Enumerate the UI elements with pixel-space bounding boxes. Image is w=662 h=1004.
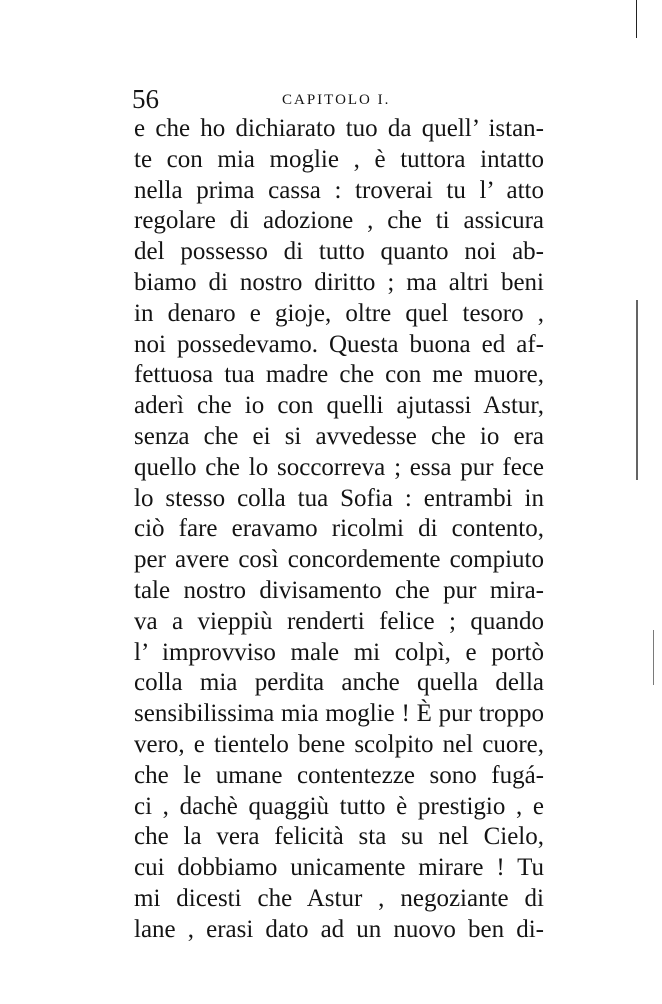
text-line: che le umane contentezze sono fugá- (134, 761, 544, 789)
page-header (132, 84, 542, 114)
text-line: lo stesso colla tua Sofia : entrambi in (134, 484, 544, 512)
text-line: per avere così concordemente compiuto (134, 546, 544, 574)
text-line: colla mia perdita anche quella della (134, 669, 544, 697)
page-edge-mark-middle (636, 300, 638, 480)
text-line: fettuosa tua madre che con me muore, (134, 361, 544, 389)
text-line: regolare di adozione , che ti assicura (134, 207, 544, 235)
body-text (134, 114, 544, 946)
text-line: tale nostro divisamento che pur mira- (134, 576, 544, 604)
text-line: lane , erasi dato ad un nuovo ben di- (134, 915, 544, 943)
running-head: CAPITOLO I. (282, 92, 391, 108)
text-line: te con mia moglie , è tuttora intatto (134, 145, 544, 173)
text-line: aderì che io con quelli ajutassi Astur, (134, 392, 544, 420)
text-line: ci , dachè quaggiù tutto è prestigio , e (134, 792, 544, 820)
text-line: nella prima cassa : troverai tu l’ atto (134, 176, 544, 204)
text-line: quello che lo soccorreva ; essa pur fece (134, 453, 544, 481)
page-edge-mark-top (636, 0, 637, 38)
text-line: sensibilissima mia moglie ! È pur troppo (134, 700, 544, 728)
text-line: va a vieppiù renderti felice ; quando (134, 607, 544, 635)
text-line: del possesso di tutto quanto noi ab- (134, 238, 544, 266)
text-line: vero, e tientelo bene scolpito nel cuore, (134, 730, 544, 758)
page-edge-mark-lower (653, 630, 654, 685)
text-line: l’ improvviso male mi colpì, e portò (134, 638, 544, 666)
text-line: mi dicesti che Astur , negoziante di (134, 884, 544, 912)
text-line: ciò fare eravamo ricolmi di contento, (134, 515, 544, 543)
page-number: 56 (132, 84, 159, 114)
text-line: biamo di nostro diritto ; ma altri beni (134, 268, 544, 296)
text-line: che la vera felicità sta su nel Cielo, (134, 823, 544, 851)
text-line: in denaro e gioje, oltre quel tesoro , (134, 299, 544, 327)
text-line: cui dobbiamo unicamente mirare ! Tu (134, 854, 544, 882)
text-line: e che ho dichiarato tuo da quell’ istan- (134, 115, 544, 142)
text-line: noi possedevamo. Questa buona ed af- (134, 330, 544, 358)
text-line: senza che ei si avvedesse che io era (134, 422, 544, 450)
